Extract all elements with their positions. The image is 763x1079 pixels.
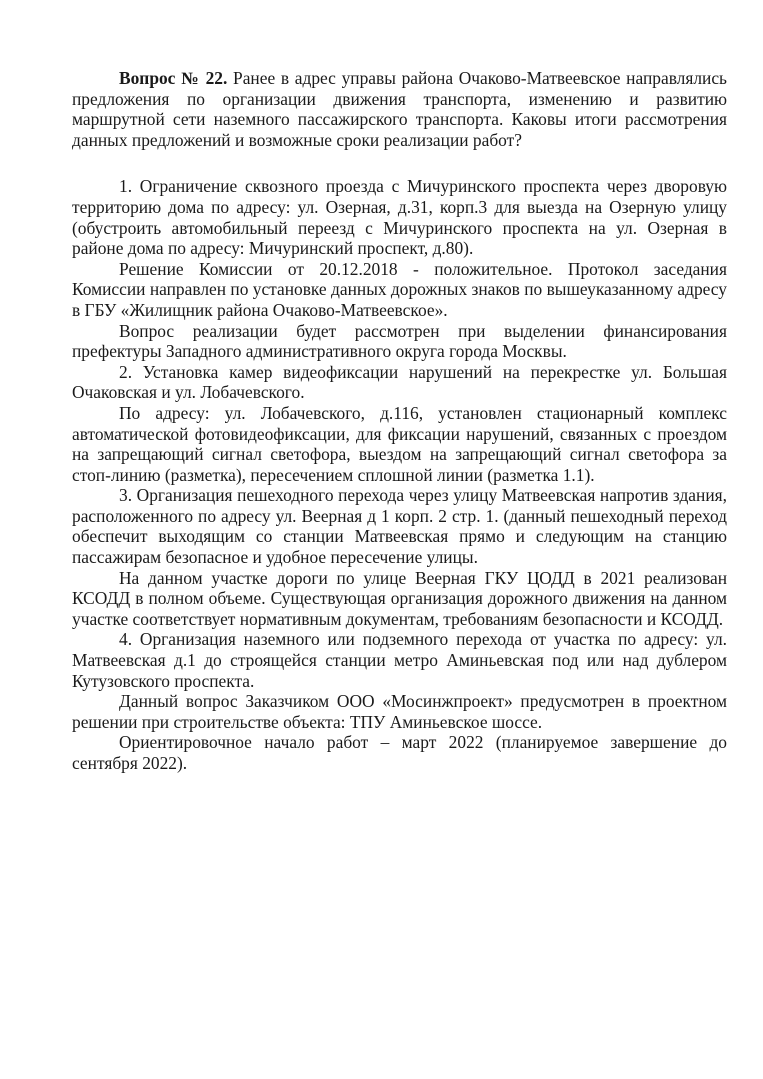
answer-item-2-response: По адресу: ул. Лобачевского, д.116, установлен стационарный комплекс автоматической фотовидеофиксации, для фиксации нарушений, связанных с проездом на запрещающий сигнал светофора, выездом на запрещающий сигнал светофора за стоп-линию (разметка), пересечением сплошной линии (разметка 1.1). <box>72 402 727 485</box>
answer-item-4-schedule: Ориентировочное начало работ – март 2022 (планируемое завершение до сентября 2022). <box>72 732 727 773</box>
answer-item-4-response: Данный вопрос Заказчиком ООО «Мосинжпроект» предусмотрен в проектном решении при строительстве объекта: ТПУ Аминьевское шоссе. <box>72 691 727 732</box>
answer-item-3-title: 3. Организация пешеходного перехода через улицу Матвеевская напротив здания, расположенного по адресу ул. Веерная д 1 корп. 2 стр. 1. (данный пешеходный переход обеспечит выходящим со станции Матвеевская прямо и следующим на станцию пассажирам безопасное и удобное пересечение улицы. <box>72 485 727 568</box>
answer-item-1-decision: Решение Комиссии от 20.12.2018 - положительное. Протокол заседания Комиссии направлен по установке данных дорожных знаков по вышеуказанному адресу в ГБУ «Жилищник района Очаково-Матвеевское». <box>72 258 727 320</box>
question-paragraph <box>72 68 727 150</box>
answer-item-3-response: На данном участке дороги по улице Веерная ГКУ ЦОДД в 2021 реализован КСОДД в полном объеме. Существующая организация дорожного движения на данном участке соответствует нормативным документам, требованиям безопасности и КСОДД. <box>72 567 727 629</box>
answer-item-4-title: 4. Организация наземного или подземного перехода от участка по адресу: ул. Матвеевская д.1 до строящейся станции метро Аминьевская под или над дублером Кутузовского проспекта. <box>72 629 727 691</box>
question-text: Ранее в адрес управы района Очаково-Матвеевское направлялись предложения по организации движения транспорта, изменению и развитию маршрутной сети наземного пассажирского транспорта. Каковы итоги рассмотрения данных предложений и возможные сроки реализации работ? <box>72 68 727 150</box>
document-page <box>72 68 727 774</box>
answer-item-2-title: 2. Установка камер видеофиксации нарушений на перекрестке ул. Большая Очаковская и ул. Лобачевского. <box>72 361 727 403</box>
answer-item-1-title: 1. Ограничение сквозного проезда с Мичуринского проспекта через дворовую территорию дома по адресу: ул. Озерная, д.31, корп.3 для выезда на Озерную улицу (обустроить автомобильный переезд с Мичуринского проспекта на ул. Озерная в районе дома по адресу: Мичуринский проспект, д.80). <box>72 176 727 259</box>
question-label: Вопрос № 22. <box>119 68 228 88</box>
answer-item-1-funding: Вопрос реализации будет рассмотрен при выделении финансирования префектуры Западного административного округа города Москвы. <box>72 320 727 362</box>
